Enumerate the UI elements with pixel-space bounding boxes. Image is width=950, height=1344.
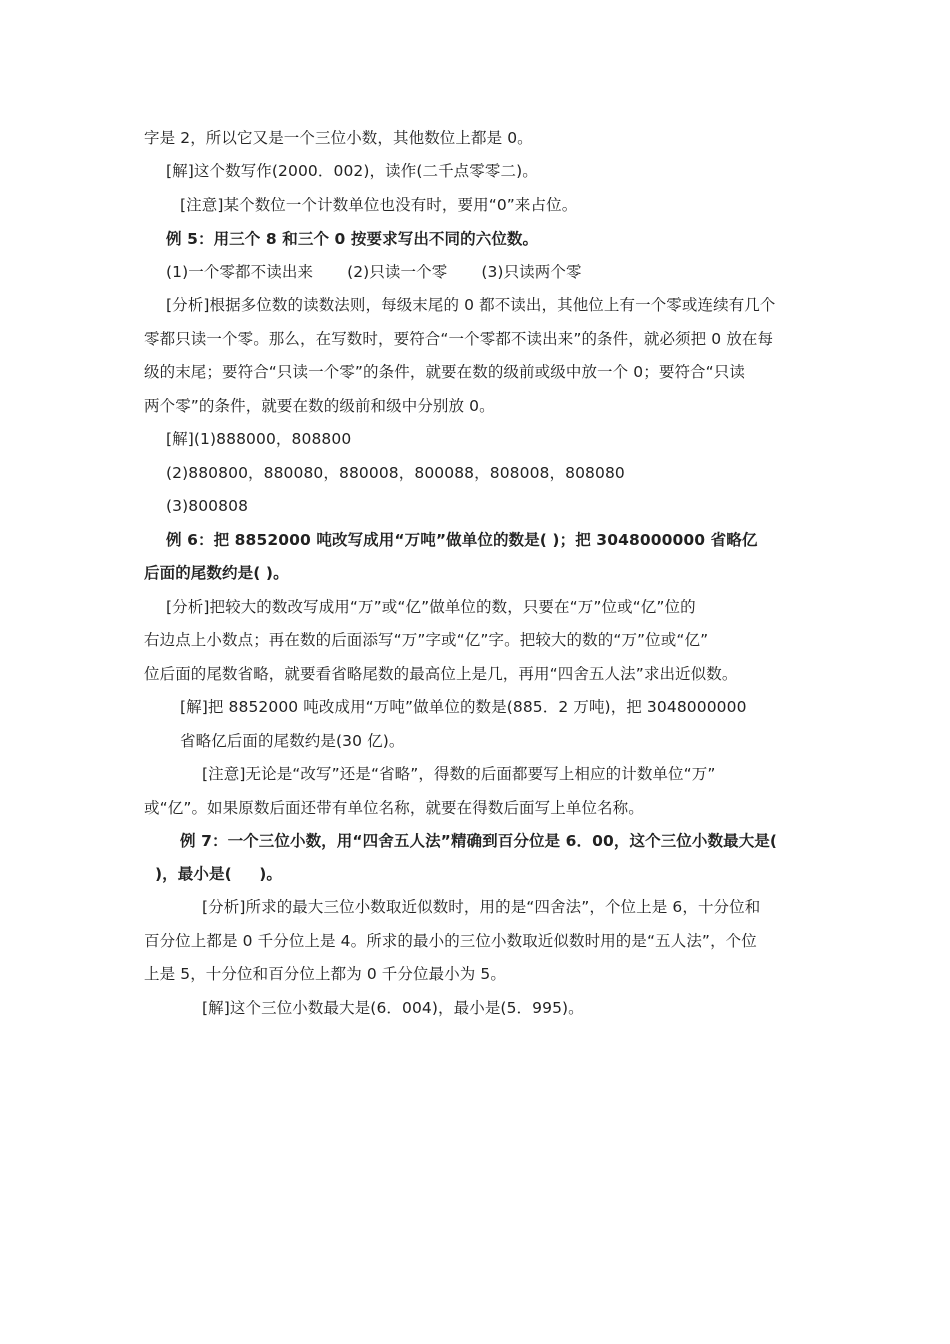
option-1: (1)一个零都不读出来 — [166, 263, 314, 281]
solution-line: 省略亿后面的尾数约是(30 亿)。 — [180, 732, 405, 750]
solution-line: [解]这个三位小数最大是(6．004)，最小是(5．995)。 — [202, 999, 584, 1017]
analysis-line: 级的末尾；要符合“只读一个零”的条件，就要在数的级前或级中放一个 0；要符合“只读 — [144, 363, 745, 381]
solution-line: (2)880800，880080，880008，800088，808008，808080 — [166, 464, 625, 482]
analysis-line: 上是 5，十分位和百分位上都为 0 千分位最小为 5。 — [144, 965, 506, 983]
example-7-heading: 例 7：一个三位小数，用“四舍五人法”精确到百分位是 6．00，这个三位小数最大是( — [180, 832, 778, 850]
text-line: 字是 2，所以它又是一个三位小数，其他数位上都是 0。 — [144, 129, 533, 147]
solution-line: [解]这个数写作(2000．002)，读作(二千点零零二)。 — [166, 162, 538, 180]
note-line: [注意]某个数位一个计数单位也没有时，要用“0”来占位。 — [180, 196, 578, 214]
analysis-line: [分析]根据多位数的读数法则，每级末尾的 0 都不读出，其他位上有一个零或连续有几个 — [166, 296, 776, 314]
example-6-heading: 后面的尾数约是( )。 — [144, 564, 289, 582]
analysis-line: 零都只读一个零。那么，在写数时，要符合“一个零都不读出来”的条件，就必须把 0 放在每 — [144, 330, 774, 348]
analysis-line: 百分位上都是 0 千分位上是 4。所求的最小的三位小数取近似数时用的是“五人法”，个位 — [144, 932, 757, 950]
solution-line: (3)800808 — [166, 497, 249, 515]
example-5-options — [166, 261, 836, 283]
solution-line: [解](1)888000，808800 — [166, 430, 352, 448]
note-line: 或“亿”。如果原数后面还带有单位名称，就要在得数后面写上单位名称。 — [144, 799, 644, 817]
analysis-line: [分析]把较大的数改写成用“万”或“亿”做单位的数，只要在“万”位或“亿”位的 — [166, 598, 696, 616]
option-3: (3)只读两个零 — [481, 263, 582, 281]
note-line: [注意]无论是“改写”还是“省略”，得数的后面都要写上相应的计数单位“万” — [202, 765, 716, 783]
solution-line: [解]把 8852000 吨改成用“万吨”做单位的数是(885．2 万吨)，把 3048000000 — [180, 698, 747, 716]
analysis-line: 位后面的尾数省略，就要看省略尾数的最高位上是几，再用“四舍五人法”求出近似数。 — [144, 665, 738, 683]
example-6-heading: 例 6：把 8852000 吨改写成用“万吨”做单位的数是( )；把 3048000000 省略亿 — [166, 531, 758, 549]
example-7-heading: )，最小是( )。 — [144, 865, 283, 883]
analysis-line: [分析]所求的最大三位小数取近似数时，用的是“四舍法”，个位上是 6，十分位和 — [202, 898, 761, 916]
example-5-heading: 例 5：用三个 8 和三个 0 按要求写出不同的六位数。 — [166, 230, 539, 248]
option-2: (2)只读一个零 — [347, 263, 448, 281]
analysis-line: 两个零”的条件，就要在数的级前和级中分别放 0。 — [144, 397, 495, 415]
analysis-line: 右边点上小数点；再在数的后面添写“万”字或“亿”字。把较大的数的“万”位或“亿” — [144, 631, 709, 649]
